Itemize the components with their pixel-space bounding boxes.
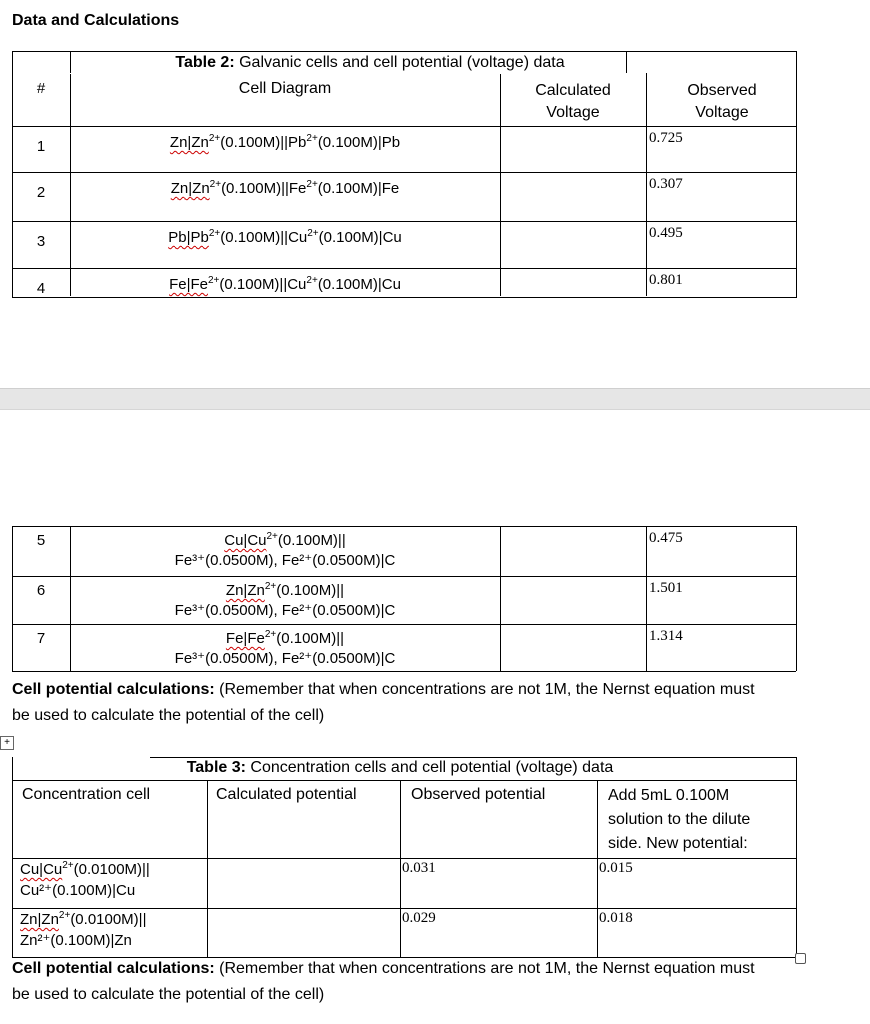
cell-diagram: $Cu|Cu^{2+}(0.100M)||$ Fe³⁺(0.0500M), Fe²⁺(0.0500M)|C: [174, 531, 396, 569]
col-header-observed: Observed Voltage: [687, 82, 757, 121]
table-2-caption: Table 2: Galvanic cells and cell potential (voltage) data: [175, 54, 565, 71]
observed-potential: 0.029: [402, 910, 436, 926]
observed-voltage: 0.725: [649, 130, 683, 146]
row-number: 1: [36, 138, 46, 155]
concentration-cell: $Cu|Cu^{2+}(0.0100M)||$ Cu²⁺(0.100M)|Cu: [20, 860, 150, 899]
table-3-caption: Table 3: Concentration cells and cell potential (voltage) data: [186, 759, 614, 776]
observed-potential: 0.031: [402, 860, 436, 876]
calc-note-2: Cell potential calculations: (Remember that when concentrations are not 1M, the Nernst equation must be used to calculate the potential of the cell): [12, 960, 755, 1003]
row-number: 6: [36, 582, 46, 599]
t3-header-calc: Calculated potential: [216, 786, 357, 803]
col-header-calculated: Calculated Voltage: [535, 82, 611, 121]
observed-voltage: 0.801: [649, 272, 683, 288]
new-potential: 0.015: [599, 860, 633, 876]
observed-voltage: 1.501: [649, 580, 683, 596]
col-header-diagram: Cell Diagram: [238, 80, 332, 97]
observed-voltage: 0.495: [649, 225, 683, 241]
calc-note-1: Cell potential calculations: (Remember that when concentrations are not 1M, the Nernst equation must be used to calculate the potential of the cell): [12, 681, 755, 724]
row-number: 3: [36, 233, 46, 250]
t3-header-add: Add 5mL 0.100M solution to the dilute side. New potential:: [608, 787, 751, 852]
cell-diagram: $Fe|Fe^{2+}(0.100M)||$ Fe³⁺(0.0500M), Fe²⁺(0.0500M)|C: [174, 629, 396, 667]
observed-voltage: 1.314: [649, 628, 683, 644]
cell-diagram: $Zn|Zn^{2+}(0.100M)||Pb^{2+}(0.100M)|Pb$: [169, 133, 401, 151]
cell-diagram: $Zn|Zn^{2+}(0.100M)||$ Fe³⁺(0.0500M), Fe²⁺(0.0500M)|C: [174, 581, 396, 619]
observed-voltage: 0.307: [649, 176, 683, 192]
concentration-cell: $Zn|Zn^{2+}(0.0100M)||$ Zn²⁺(0.100M)|Zn: [20, 910, 147, 949]
row-number: 4: [36, 280, 46, 297]
checkbox-icon[interactable]: [795, 953, 806, 964]
table-move-handle[interactable]: +: [0, 736, 14, 750]
t3-header-cell: Concentration cell: [22, 786, 151, 803]
section-heading: Data and Calculations: [12, 12, 180, 29]
observed-voltage: 0.475: [649, 530, 683, 546]
t3-header-obs: Observed potential: [411, 786, 546, 803]
col-header-num: #: [36, 80, 46, 97]
cell-diagram: $Pb|Pb^{2+}(0.100M)||Cu^{2+}(0.100M)|Cu$: [168, 228, 402, 246]
row-number: 2: [36, 184, 46, 201]
page-break-gap: [0, 388, 870, 410]
row-number: 7: [36, 630, 46, 647]
cell-diagram: $Zn|Zn^{2+}(0.100M)||Fe^{2+}(0.100M)|Fe$: [170, 179, 400, 197]
new-potential: 0.018: [599, 910, 633, 926]
cell-diagram: $Fe|Fe^{2+}(0.100M)||Cu^{2+}(0.100M)|Cu$: [169, 275, 401, 293]
row-number: 5: [36, 532, 46, 549]
